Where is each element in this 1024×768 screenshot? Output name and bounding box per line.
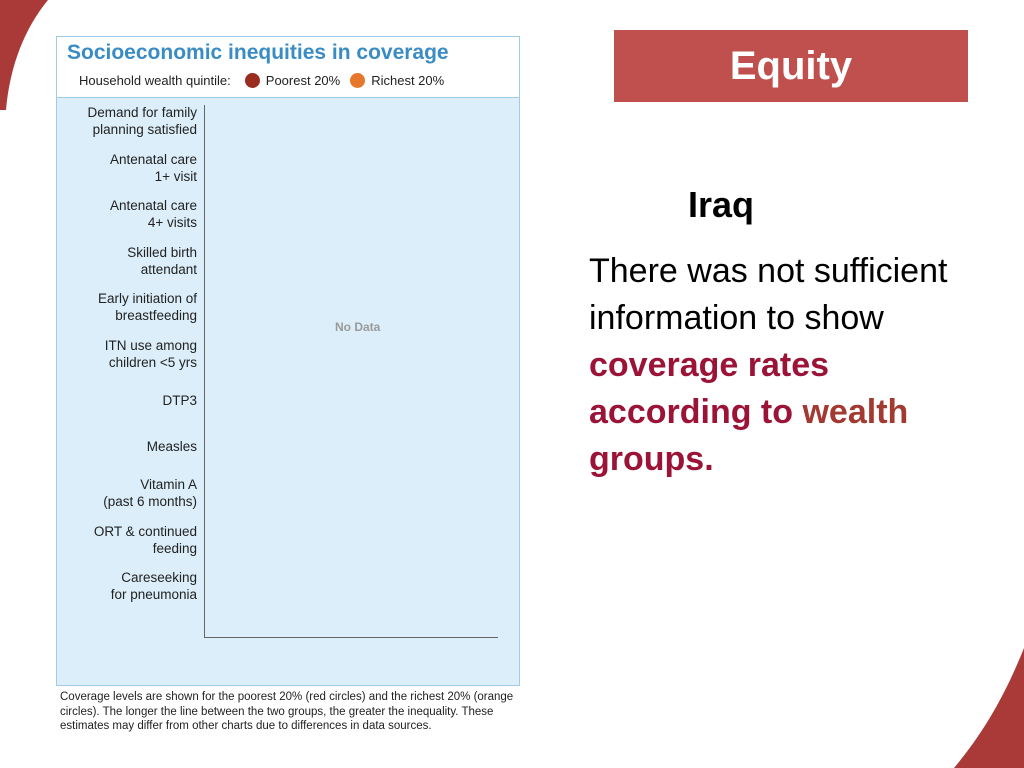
- slide-title: Equity: [614, 30, 968, 102]
- message-emphasis-coverage: coverage rates according to: [589, 346, 830, 431]
- category-label-line: ORT & continued: [93, 523, 197, 539]
- chart-y-axis: [204, 105, 205, 638]
- no-data-label: No Data: [335, 320, 381, 334]
- category-label: [47, 151, 197, 185]
- chart-legend: [79, 73, 454, 88]
- category-label-line: Vitamin A: [140, 477, 197, 492]
- chart-title: Socioeconomic inequities in coverage: [67, 41, 449, 64]
- category-label-line: (past 6 months): [103, 494, 197, 509]
- legend-item-poorest: [245, 73, 340, 88]
- category-label-line: breastfeeding: [115, 308, 197, 323]
- chart-footnote: Coverage levels are shown for the poorest 20% (red circles) and the richest 20% (orange circles). The longer the line between the two groups, the greater the inequality. These estimates may differ from other charts due to differences in data sources.: [60, 691, 514, 732]
- category-label-line: attendant: [140, 261, 197, 277]
- category-label: [47, 476, 197, 510]
- corner-decoration-bottom-right: [954, 648, 1024, 768]
- category-label-line: planning satisfied: [92, 122, 197, 137]
- category-label-line: Skilled birth: [127, 244, 197, 260]
- category-label-line: 4+ visits: [147, 215, 197, 230]
- legend-item-richest: [350, 73, 444, 88]
- legend-marker-poorest: [245, 73, 260, 88]
- chart-x-axis: [204, 637, 498, 638]
- category-label: [47, 197, 197, 231]
- coverage-chart-panel: [56, 36, 520, 686]
- category-label-line: Antenatal care: [109, 151, 197, 167]
- legend-label-poorest: Poorest 20%: [265, 73, 341, 88]
- category-label-line: Early initiation of: [97, 291, 197, 306]
- category-label: [47, 523, 197, 557]
- category-label: [47, 104, 197, 138]
- category-label: [47, 438, 197, 455]
- corner-decoration-top-left: [0, 0, 60, 110]
- category-label-line: children <5 yrs: [108, 354, 197, 370]
- country-name: Iraq: [688, 184, 755, 225]
- category-label-line: Careseeking: [121, 570, 197, 585]
- legend-label-richest: Richest 20%: [371, 73, 445, 88]
- category-label-line: Measles: [146, 439, 197, 454]
- category-label-line: feeding: [152, 540, 197, 556]
- chart-header: [57, 37, 519, 98]
- category-label-line: Antenatal care: [109, 198, 197, 213]
- message-text: There was not sufficient information to show: [589, 252, 948, 337]
- category-label: [47, 337, 197, 371]
- category-label: [47, 392, 197, 409]
- category-label-line: for pneumonia: [110, 587, 197, 602]
- message-emphasis-wealth: wealth: [802, 393, 909, 431]
- category-label-line: 1+ visit: [154, 168, 197, 184]
- legend-title: Household wealth quintile:: [79, 73, 231, 88]
- category-label-line: ITN use among: [104, 337, 197, 353]
- category-label: [47, 569, 197, 603]
- category-label: [47, 244, 197, 278]
- category-label-line: Demand for family: [87, 105, 197, 120]
- legend-marker-richest: [350, 73, 365, 88]
- message-emphasis-groups: groups.: [589, 440, 714, 478]
- category-label: [47, 290, 197, 324]
- slide-message: [589, 248, 989, 483]
- category-label-line: DTP3: [162, 392, 197, 408]
